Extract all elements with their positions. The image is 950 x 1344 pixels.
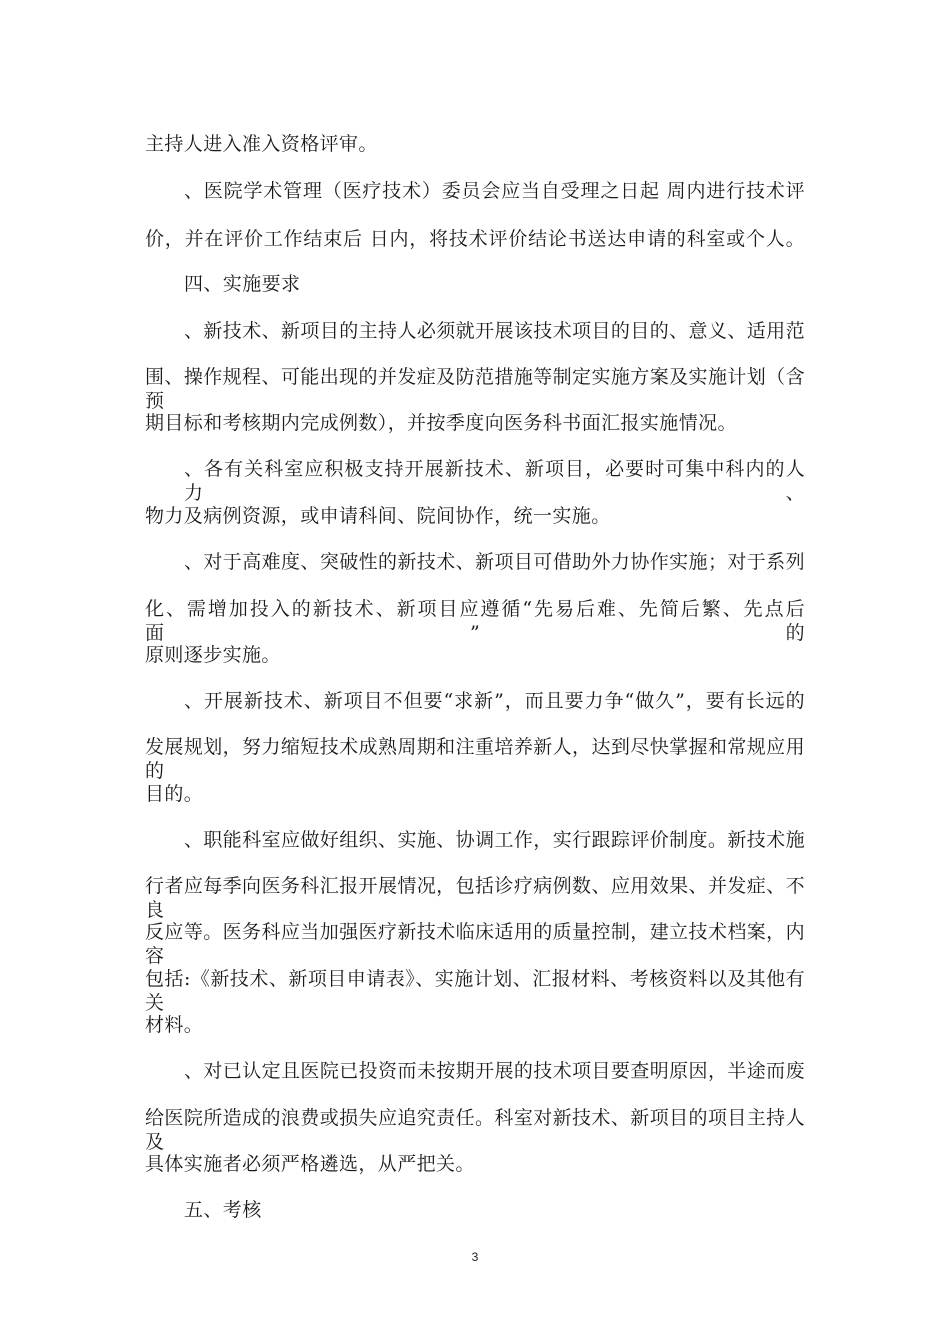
text-line: 包括:《新技术、新项目申请表》、实施计划、汇报材料、考核资料以及其他有关 [145, 968, 805, 1014]
page-number: 3 [471, 1250, 479, 1264]
text-line: 围、操作规程、可能出现的并发症及防范措施等制定实施方案及实施计划（含预 [145, 366, 805, 412]
text-line: 、对于高难度、突破性的新技术、新项目可借助外力协作实施；对于系列 [184, 551, 805, 573]
text-line: 、对已认定且医院已投资而未按期开展的技术项目要查明原因，半途而废 [184, 1060, 805, 1082]
text-line: 、新技术、新项目的主持人必须就开展该技术项目的目的、意义、适用范 [184, 320, 805, 342]
section-heading: 五、考核 [184, 1199, 262, 1221]
text-line: 发展规划，努力缩短技术成熟周期和注重培养新人，达到尽快掌握和常规应用的 [145, 736, 805, 782]
text-line: 物力及病例资源，或申请科间、院间协作，统一实施。 [145, 505, 611, 527]
text-line: 期目标和考核期内完成例数），并按季度向医务科书面汇报实施情况。 [145, 412, 737, 434]
text-line: 反应等。医务科应当加强医疗新技术临床适用的质量控制，建立技术档案，内容 [145, 921, 805, 967]
text-line: 具体实施者必须严格遴选，从严把关。 [145, 1153, 475, 1175]
text-line: 目的。 [145, 783, 204, 805]
section-heading: 四、实施要求 [184, 273, 301, 295]
text-line: 给医院所造成的浪费或损失应追究责任。科室对新技术、新项目的项目主持人及 [145, 1107, 805, 1153]
text-line: 、职能科室应做好组织、实施、协调工作，实行跟踪评价制度。新技术施 [184, 829, 805, 851]
text-line: 、开展新技术、新项目不但要“求新”，而且要力争“做久”，要有长远的 [184, 690, 805, 712]
text-line: 主持人进入准入资格评审。 [145, 133, 378, 155]
text-line: 、医院学术管理（医疗技术）委员会应当自受理之日起 周内进行技术评 [184, 180, 805, 202]
text-line: 化、需增加投入的新技术、新项目应遵循“先易后难、先简后繁、先点后面”的 [145, 598, 805, 644]
text-line: 、各有关科室应积极支持开展新技术、新项目，必要时可集中科内的人力、 [184, 458, 805, 504]
text-line: 行者应每季向医务科汇报开展情况，包括诊疗病例数、应用效果、并发症、不良 [145, 875, 805, 921]
text-line: 价，并在评价工作结束后 日内，将技术评价结论书送达申请的科室或个人。 [145, 228, 805, 250]
text-line: 原则逐步实施。 [145, 644, 281, 666]
text-line: 材料。 [145, 1014, 204, 1036]
